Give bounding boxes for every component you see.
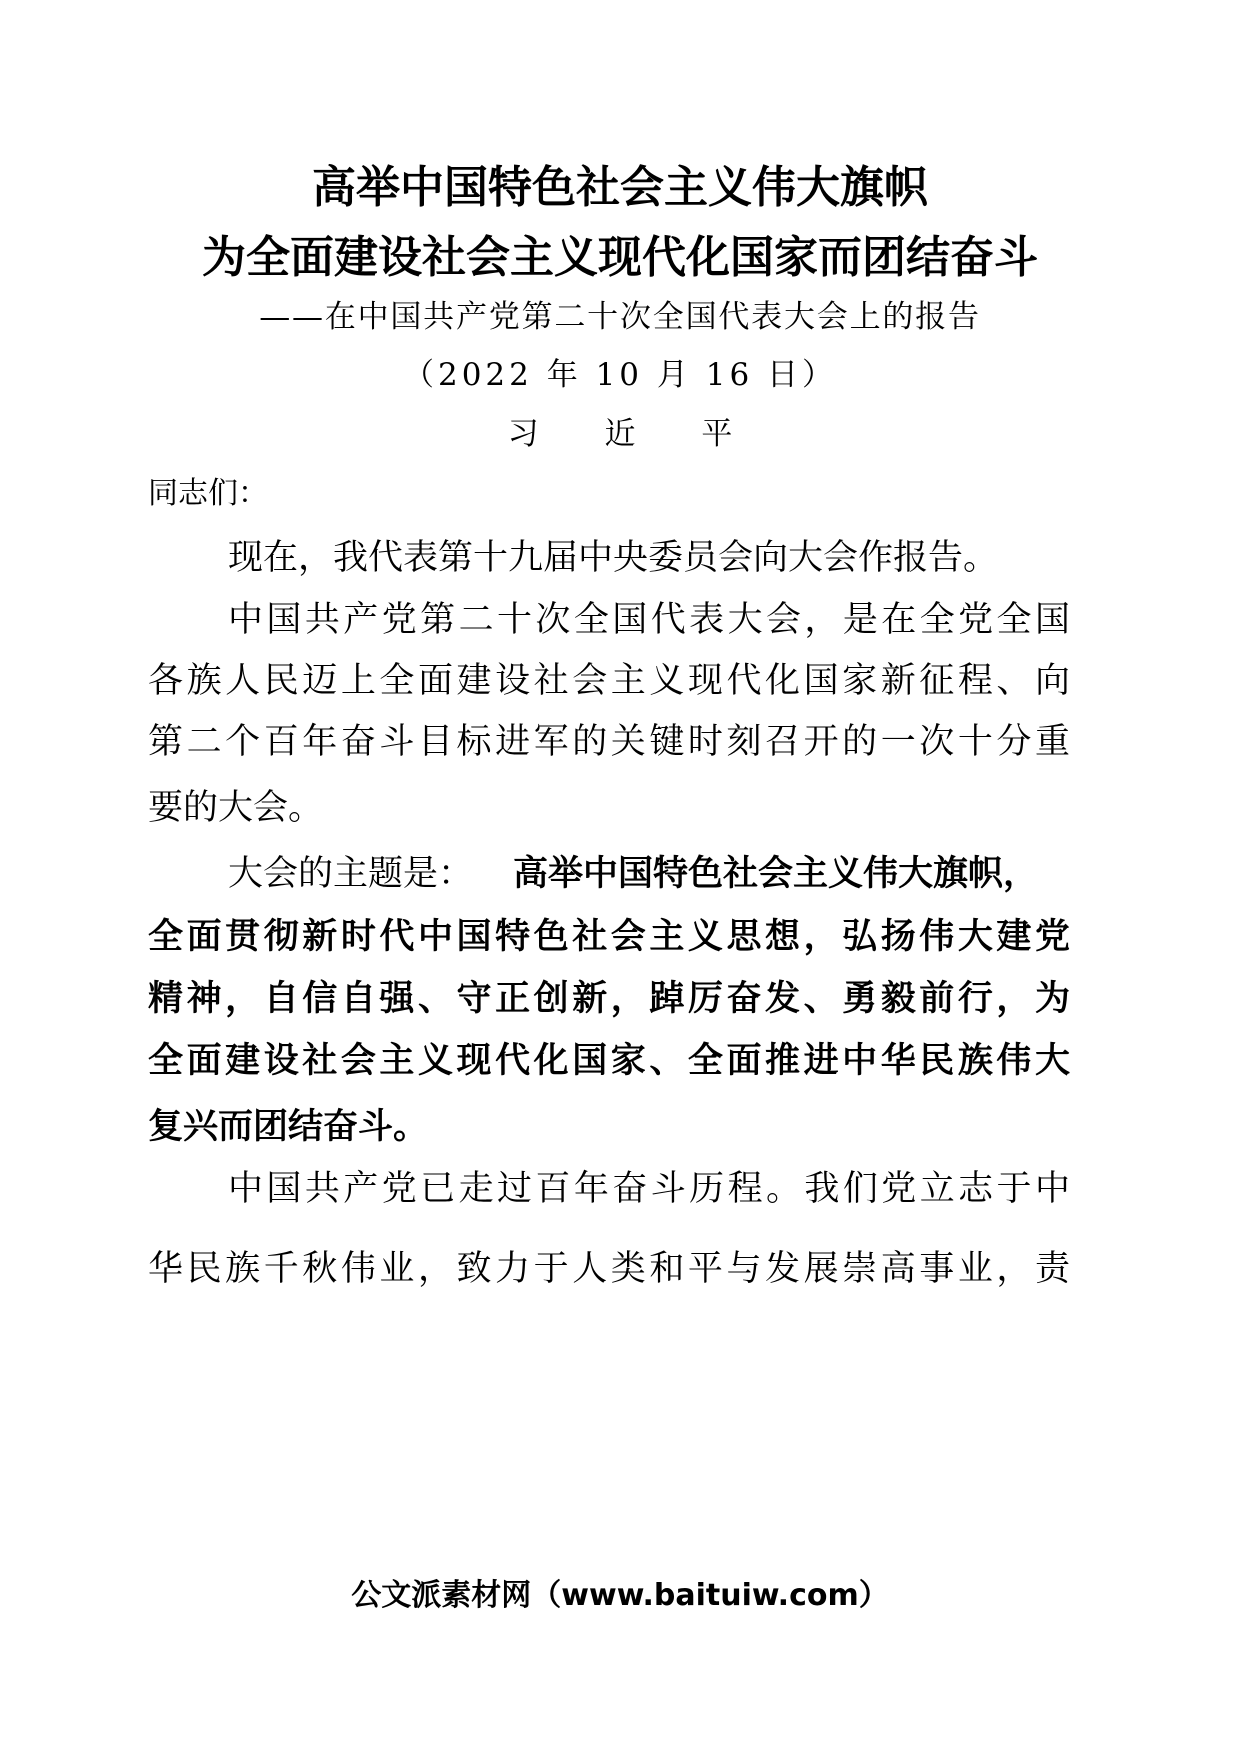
title-line-2: 为全面建设社会主义现代化国家而团结奋斗 bbox=[202, 232, 1038, 283]
footer-watermark: 公文派素材网（www.baituiw.com） bbox=[351, 1578, 889, 1613]
paragraph-2-line-1: 中国共产党第二十次全国代表大会，是在全党全国 bbox=[228, 600, 1070, 640]
paragraph-3-line-3: 精神，自信自强、守正创新，踔厉奋发、勇毅前行，为 bbox=[148, 979, 1070, 1019]
paragraph-4-line-1: 中国共产党已走过百年奋斗历程。我们党立志于中 bbox=[228, 1169, 1070, 1209]
subtitle: ——在中国共产党第二十次全国代表大会上的报告 bbox=[259, 299, 981, 335]
theme-text-start: 高举中国特色社会主义伟大旗帜， bbox=[513, 854, 1039, 894]
title-line-1: 高举中国特色社会主义伟大旗帜 bbox=[312, 162, 928, 213]
paragraph-3-line-2: 全面贯彻新时代中国特色社会主义思想，弘扬伟大建党 bbox=[148, 917, 1070, 957]
salutation: 同志们： bbox=[148, 476, 268, 511]
paragraph-2-line-4: 要的大会。 bbox=[148, 788, 324, 828]
paragraph-4-line-2: 华民族千秋伟业，致力于人类和平与发展崇高事业，责 bbox=[148, 1249, 1070, 1289]
author: 习 近 平 bbox=[507, 416, 761, 452]
paragraph-2-line-2: 各族人民迈上全面建设社会主义现代化国家新征程、向 bbox=[148, 661, 1070, 701]
paragraph-2-line-3: 第二个百年奋斗目标进军的关键时刻召开的一次十分重 bbox=[148, 722, 1070, 762]
paragraph-1-line-1: 现在，我代表第十九届中央委员会向大会作报告。 bbox=[228, 538, 999, 578]
paragraph-3-line-5: 复兴而团结奋斗。 bbox=[148, 1107, 429, 1147]
paragraph-3-line-4: 全面建设社会主义现代化国家、全面推进中华民族伟大 bbox=[148, 1041, 1070, 1081]
report-date: （2022 年 10 月 16 日） bbox=[402, 357, 838, 393]
paragraph-3-line-1 bbox=[148, 851, 1070, 897]
theme-lead: 大会的主题是： bbox=[228, 854, 474, 894]
